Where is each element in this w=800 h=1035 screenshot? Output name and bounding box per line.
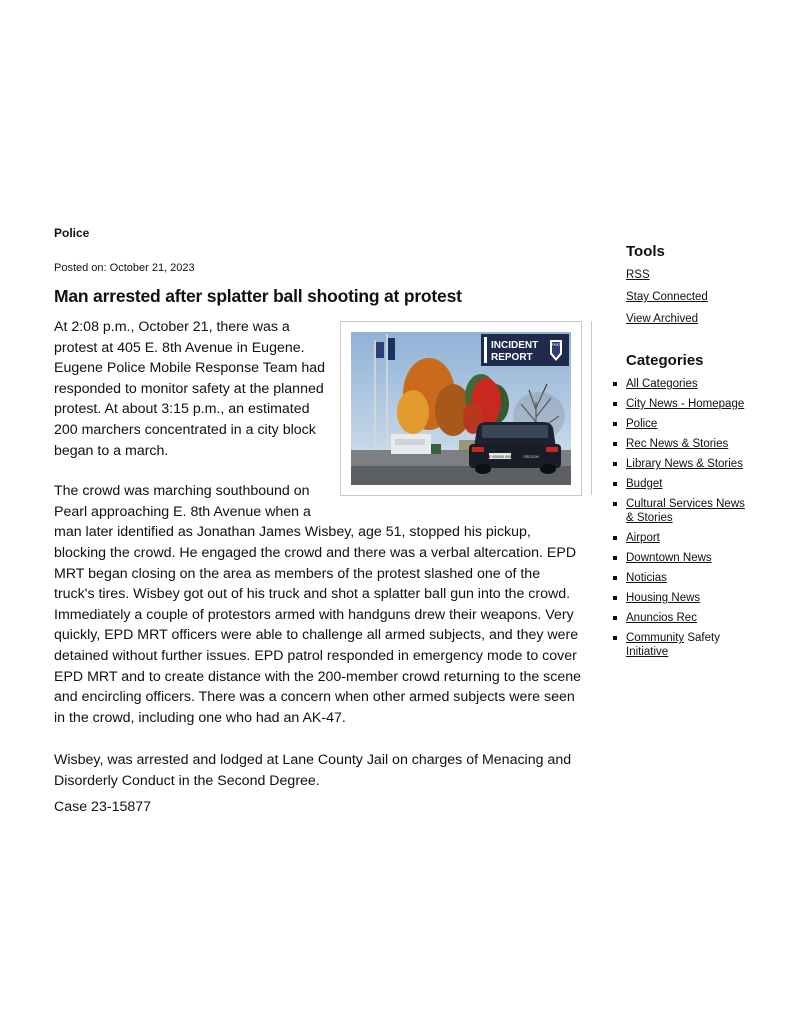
- category-link-police[interactable]: Police: [626, 418, 658, 430]
- category-text-safety: Safety: [684, 632, 720, 644]
- plate-right: OREGON: [523, 454, 539, 459]
- category-link-noticias[interactable]: Noticias: [626, 572, 667, 584]
- incident-report-photo: [351, 332, 571, 485]
- tools-link-view-archived[interactable]: View Archived: [626, 313, 699, 325]
- incident-report-figure: [340, 321, 582, 496]
- category-link-all[interactable]: All Categories: [626, 378, 698, 390]
- sidebar: [626, 243, 746, 665]
- article-body: [54, 317, 582, 818]
- paragraph-2: The crowd was marching southbound on Pearl approaching E. 8th Avenue when a man later identified as Jonathan James Wisbey, age 51, stopped his pickup, blocking the crowd. He engaged the crowd and there was a verbal altercation. EPD MRT began closing on the area as members of the protest slashed one of the truck's tires. Wisbey got out of his truck and shot a splatter ball gun into the crowd. Immediately a couple of protestors armed with handguns drew their weapons. Very quickly, EPD MRT officers were able to challenge all armed subjects, and they were detained without further issues. EPD patrol responded in emergency mode to cover EPD MRT and to create distance with the 200-member crowd returning to the scene and encircling officers. There was a concern when other armed subjects were seen in the crowd, including one who had an AK-47.: [54, 483, 582, 726]
- paragraph-3: Wisbey, was arrested and lodged at Lane County Jail on charges of Menacing and Disorderly Conduct in the Second Degree.: [54, 752, 572, 789]
- tools-list: [626, 268, 746, 326]
- category-link-rec-news[interactable]: Rec News & Stories: [626, 438, 729, 450]
- article-headline: Man arrested after splatter ball shooting at protest: [54, 286, 462, 306]
- badge-line-1: INCIDENT: [491, 340, 539, 351]
- category-link-airport[interactable]: Airport: [626, 532, 660, 544]
- case-number: Case 23-15877: [54, 799, 152, 816]
- police-suv: [469, 422, 561, 474]
- category-link-initiative[interactable]: Initiative: [626, 646, 669, 658]
- category-link-housing-news[interactable]: Housing News: [626, 592, 701, 604]
- paragraph-1: At 2:08 p.m., October 21, there was a protest at 405 E. 8th Avenue in Eugene. Eugene Police Mobile Response Team had responded to monitor safety at the planned protest. At about 3:15 p.m., an estimated 200 marchers concentrated in a city block began to a march.: [54, 319, 326, 459]
- category-link-downtown-news[interactable]: Downtown News: [626, 552, 712, 564]
- category-link-budget[interactable]: Budget: [626, 478, 663, 490]
- tools-link-stay-connected[interactable]: Stay Connected: [626, 291, 708, 303]
- category-item-community-safety: [626, 631, 746, 659]
- category-label: Police: [54, 226, 90, 240]
- plate-left: E 000000 000: [488, 454, 512, 459]
- figure-divider: [591, 321, 592, 495]
- category-link-community[interactable]: Community: [626, 632, 685, 644]
- posted-date: Posted on: October 21, 2023: [54, 262, 195, 274]
- tools-link-rss[interactable]: RSS: [626, 269, 650, 281]
- shield-text: POLICE: [550, 342, 562, 347]
- category-link-city-news[interactable]: City News - Homepage: [626, 398, 745, 410]
- badge-line-2: REPORT: [491, 352, 533, 363]
- category-link-cultural-services[interactable]: Cultural Services News & Stories: [626, 498, 745, 524]
- tools-title: Tools: [626, 243, 665, 260]
- categories-list: [626, 377, 746, 659]
- category-link-anuncios-rec[interactable]: Anuncios Rec: [626, 612, 697, 624]
- categories-title: Categories: [626, 352, 704, 369]
- category-link-library-news[interactable]: Library News & Stories: [626, 458, 743, 470]
